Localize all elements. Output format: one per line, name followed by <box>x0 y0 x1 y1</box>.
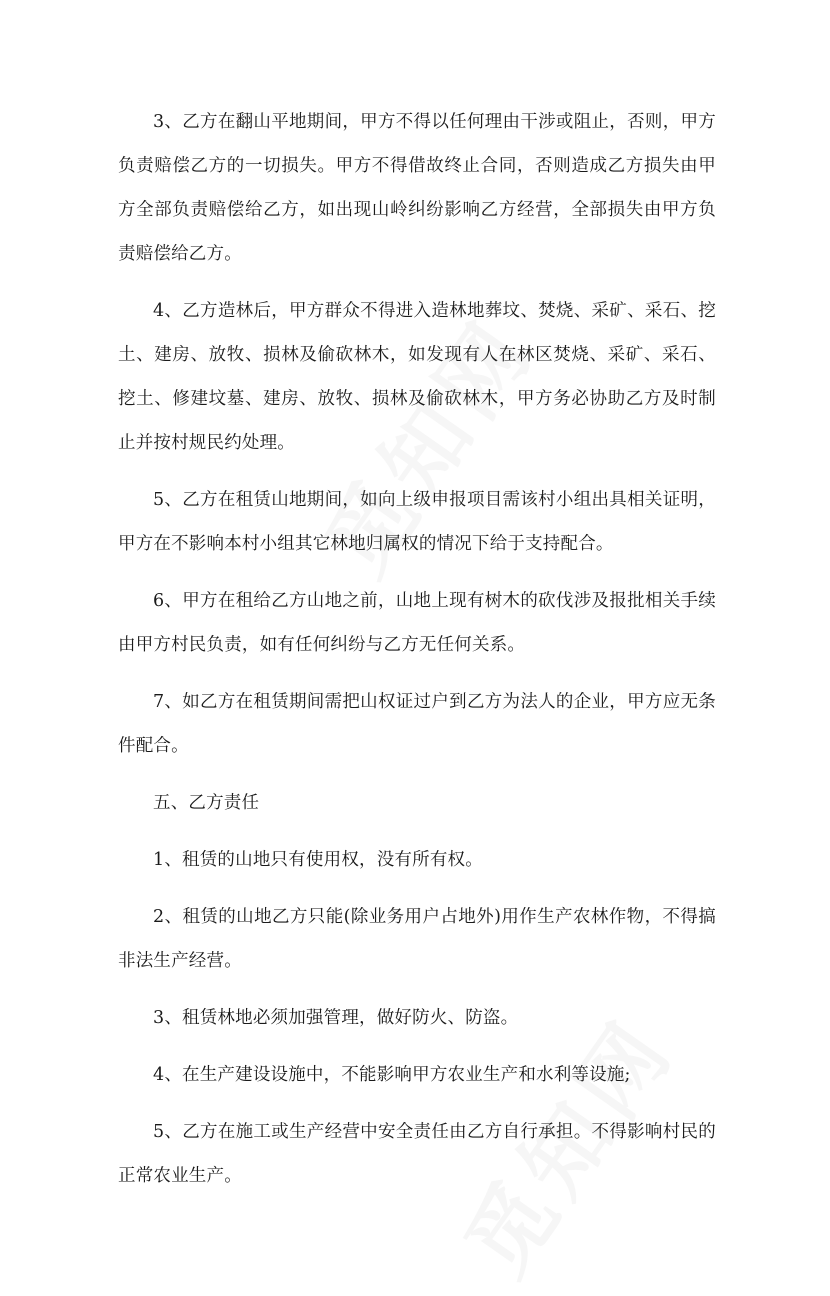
paragraph-responsibility-5: 5、乙方在施工或生产经营中安全责任由乙方自行承担。不得影响村民的正常农业生产。 <box>118 1122 716 1186</box>
paragraph-clause-5: 5、乙方在租赁山地期间，如向上级申报项目需该村小组出具相关证明，甲方在不影响本村小组其它林地归属权的情况下给于支持配合。 <box>118 490 716 554</box>
paragraph-responsibility-3: 3、租赁林地必须加强管理，做好防火、防盗。 <box>153 1008 519 1028</box>
paragraph-clause-3: 3、乙方在翻山平地期间，甲方不得以任何理由干涉或阻止，否则，甲方负责赔偿乙方的一切损失。甲方不得借故终止合同，否则造成乙方损失由甲方全部负责赔偿给乙方，如出现山岭纠纷影响乙方经营，全部损失由甲方负责赔偿给乙方。 <box>118 112 716 264</box>
paragraph-responsibility-1: 1、租赁的山地只有使用权，没有所有权。 <box>153 850 483 870</box>
document-body <box>118 100 716 1211</box>
section-heading-party-b-responsibilities: 五、乙方责任 <box>153 793 260 813</box>
paragraph-responsibility-4: 4、在生产建设设施中，不能影响甲方农业生产和水利等设施; <box>153 1065 631 1085</box>
paragraph-responsibility-2: 2、租赁的山地乙方只能(除业务用户占地外)用作生产农林作物，不得搞非法生产经营。 <box>118 907 716 971</box>
paragraph-clause-7: 7、如乙方在租赁期间需把山权证过户到乙方为法人的企业，甲方应无条件配合。 <box>118 692 716 756</box>
paragraph-clause-6: 6、甲方在租给乙方山地之前，山地上现有树木的砍伐涉及报批相关手续由甲方村民负责，如有任何纠纷与乙方无任何关系。 <box>118 591 716 655</box>
paragraph-clause-4: 4、乙方造林后，甲方群众不得进入造林地葬坟、焚烧、采矿、采石、挖土、建房、放牧、损林及偷砍林木，如发现有人在林区焚烧、采矿、采石、挖土、修建坟墓、建房、放牧、损林及偷砍林木，甲方务必协助乙方及时制止并按村规民约处理。 <box>118 301 716 453</box>
